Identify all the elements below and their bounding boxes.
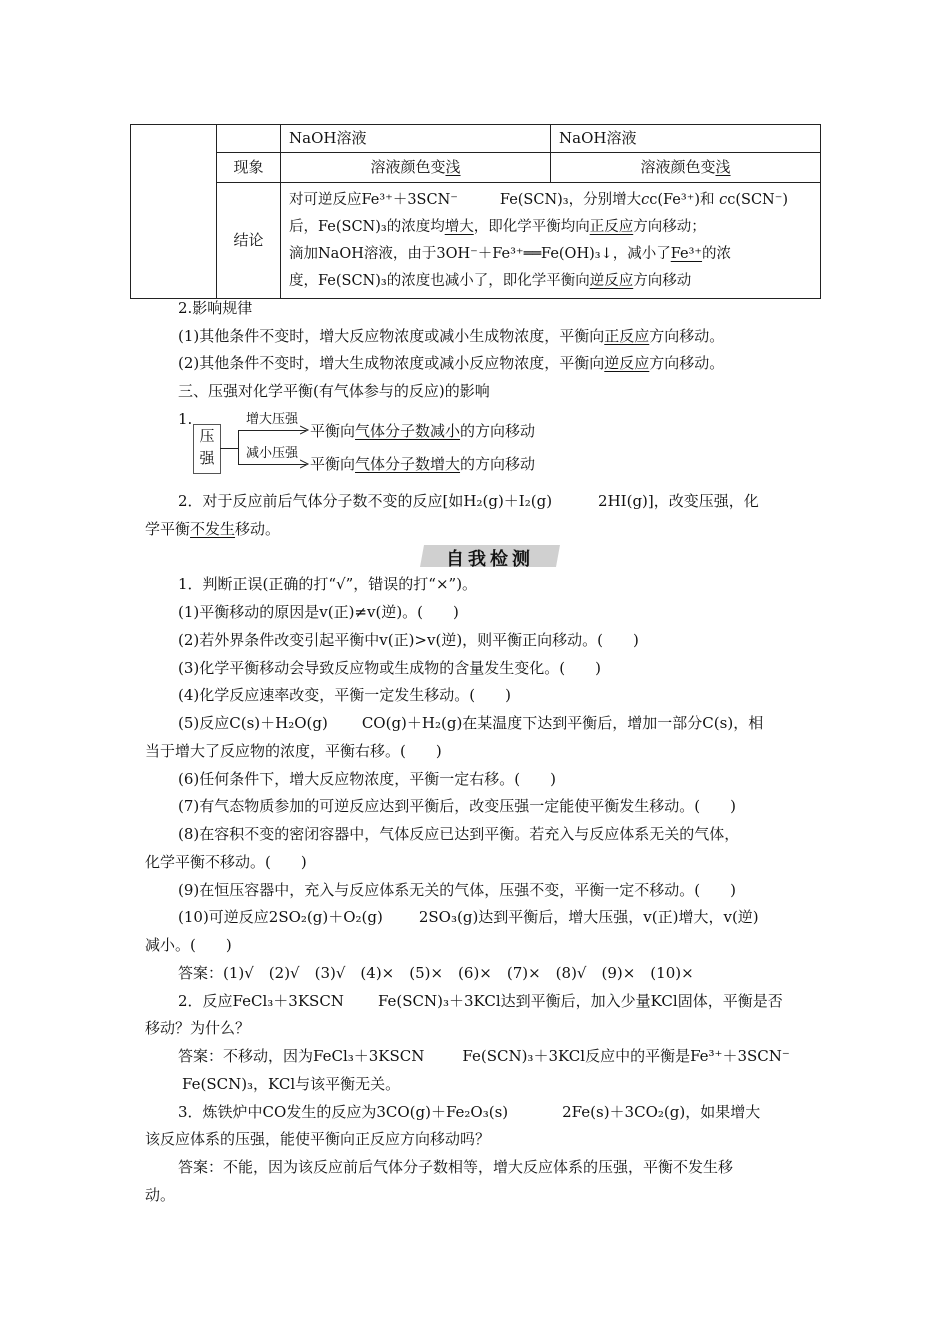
rules-heading: 2.影响规律: [178, 299, 253, 317]
item-1: (1)平衡移动的原因是v(正)≠v(逆)。( ): [178, 603, 459, 621]
q3-line1: 3．炼铁炉中CO发生的反应为3CO(g)＋Fe₂O₃(s) 2Fe(s)＋3CO₂(g)，如果增大: [178, 1103, 761, 1121]
increase-pressure-result: 平衡向气体分子数减小的方向移动: [310, 422, 536, 440]
phenomenon-label: 现象: [217, 153, 281, 183]
answer-3-line2: 动。: [145, 1186, 176, 1204]
item-9: (9)在恒压容器中，充入与反应体系无关的气体，压强不变，平衡一定不移动。( ): [178, 881, 736, 899]
item-4: (4)化学反应速率改变，平衡一定发生移动。( ): [178, 686, 511, 704]
pressure-num: 1.: [178, 410, 193, 428]
experiment-table: [130, 124, 821, 299]
q2-line2: 移动？为什么？: [145, 1019, 251, 1037]
pressure-2-line2: 学平衡不发生移动。: [145, 520, 281, 538]
connector: [238, 430, 239, 464]
item-2: (2)若外界条件改变引起平衡中v(正)>v(逆)，则平衡正向移动。( ): [178, 631, 639, 649]
arrow-up-line: [238, 430, 306, 431]
item-5-line1: (5)反应C(s)＋H₂O(g) CO(g)＋H₂(g)在某温度下达到平衡后，增加一部分C(s)，相: [178, 714, 764, 732]
decrease-pressure-label: 减小压强: [246, 446, 299, 461]
item-3: (3)化学平衡移动会导致反应物或生成物的含量发生变化。( ): [178, 659, 601, 677]
conclusion-label: 结论: [217, 183, 281, 299]
conclusion-text: 对可逆反应Fe³⁺＋3SCN⁻ Fe(SCN)₃，分别增大cc(Fe³⁺)和 cc(SCN⁻) 后，Fe(SCN)₃的浓度均增大，即化学平衡均向正反应方向移动； 滴加NaOH溶液，由于3OH⁻＋Fe³⁺══Fe(OH)₃↓，减小了Fe³⁺的浓 度，Fe(SCN)₃的浓度也减小了，即化学平衡向逆反应方向移动: [281, 183, 821, 299]
table-empty-header: [217, 125, 281, 153]
pressure-box: 压 强: [193, 424, 221, 474]
item-8-line2: 化学平衡不移动。( ): [145, 853, 307, 871]
item-6: (6)任何条件下，增大反应物浓度，平衡一定右移。( ): [178, 770, 556, 788]
answer-2-line2: Fe(SCN)₃，KCl与该平衡无关。: [182, 1075, 401, 1093]
phenomenon-left: 溶液颜色变浅: [281, 153, 551, 183]
connector: [220, 448, 238, 449]
table-cell: NaOH溶液: [551, 125, 821, 153]
rule-2: (2)其他条件不变时，增大生成物浓度或减小反应物浓度，平衡向逆反应方向移动。: [178, 354, 725, 372]
item-8-line1: (8)在容积不变的密闭容器中，气体反应已达到平衡。若充入与反应体系无关的气体，: [178, 825, 740, 843]
item-5-line2: 当于增大了反应物的浓度，平衡右移。( ): [145, 742, 442, 760]
banner-title: 自我检测: [446, 549, 534, 570]
answer-1: 答案：(1)√ (2)√ (3)√ (4)× (5)× (6)× (7)× (8)√ (9)× (10)×: [178, 964, 694, 982]
item-10-line1: (10)可逆反应2SO₂(g)＋O₂(g) 2SO₃(g)达到平衡后，增大压强，v(正)增大，v(逆): [178, 908, 759, 926]
item-7: (7)有气态物质参加的可逆反应达到平衡后，改变压强一定能使平衡发生移动。( ): [178, 797, 736, 815]
increase-pressure-label: 增大压强: [246, 412, 299, 427]
arrow-heads: [300, 425, 310, 469]
arrow-down-line: [238, 464, 306, 465]
answer-2-line1: 答案：不移动，因为FeCl₃＋3KSCN Fe(SCN)₃＋3KCl反应中的平衡是Fe³⁺＋3SCN⁻: [178, 1047, 790, 1065]
pressure-2-line1: 2．对于反应前后气体分子数不变的反应[如H₂(g)＋I₂(g) 2HI(g)]，改变压强，化: [178, 492, 759, 510]
table-cell: NaOH溶液: [281, 125, 551, 153]
answer-3-line1: 答案：不能，因为该反应前后气体分子数相等，增大反应体系的压强，平衡不发生移: [178, 1158, 734, 1176]
self-check-banner: [410, 542, 570, 570]
item-10-line2: 减小。( ): [145, 936, 232, 954]
q3-line2: 该反应体系的压强，能使平衡向正反应方向移动吗？: [145, 1130, 491, 1148]
pressure-heading: 三、压强对化学平衡(有气体参与的反应)的影响: [178, 382, 490, 400]
phenomenon-right: 溶液颜色变浅: [551, 153, 821, 183]
decrease-pressure-result: 平衡向气体分子数增大的方向移动: [310, 455, 536, 473]
table-blank-cell: [131, 125, 217, 299]
q2-line1: 2．反应FeCl₃＋3KSCN Fe(SCN)₃＋3KCl达到平衡后，加入少量KCl固体，平衡是否: [178, 992, 783, 1010]
rule-1: (1)其他条件不变时，增大反应物浓度或减小生成物浓度，平衡向正反应方向移动。: [178, 327, 725, 345]
q1: 1．判断正误(正确的打“√”，错误的打“×”)。: [178, 575, 478, 593]
